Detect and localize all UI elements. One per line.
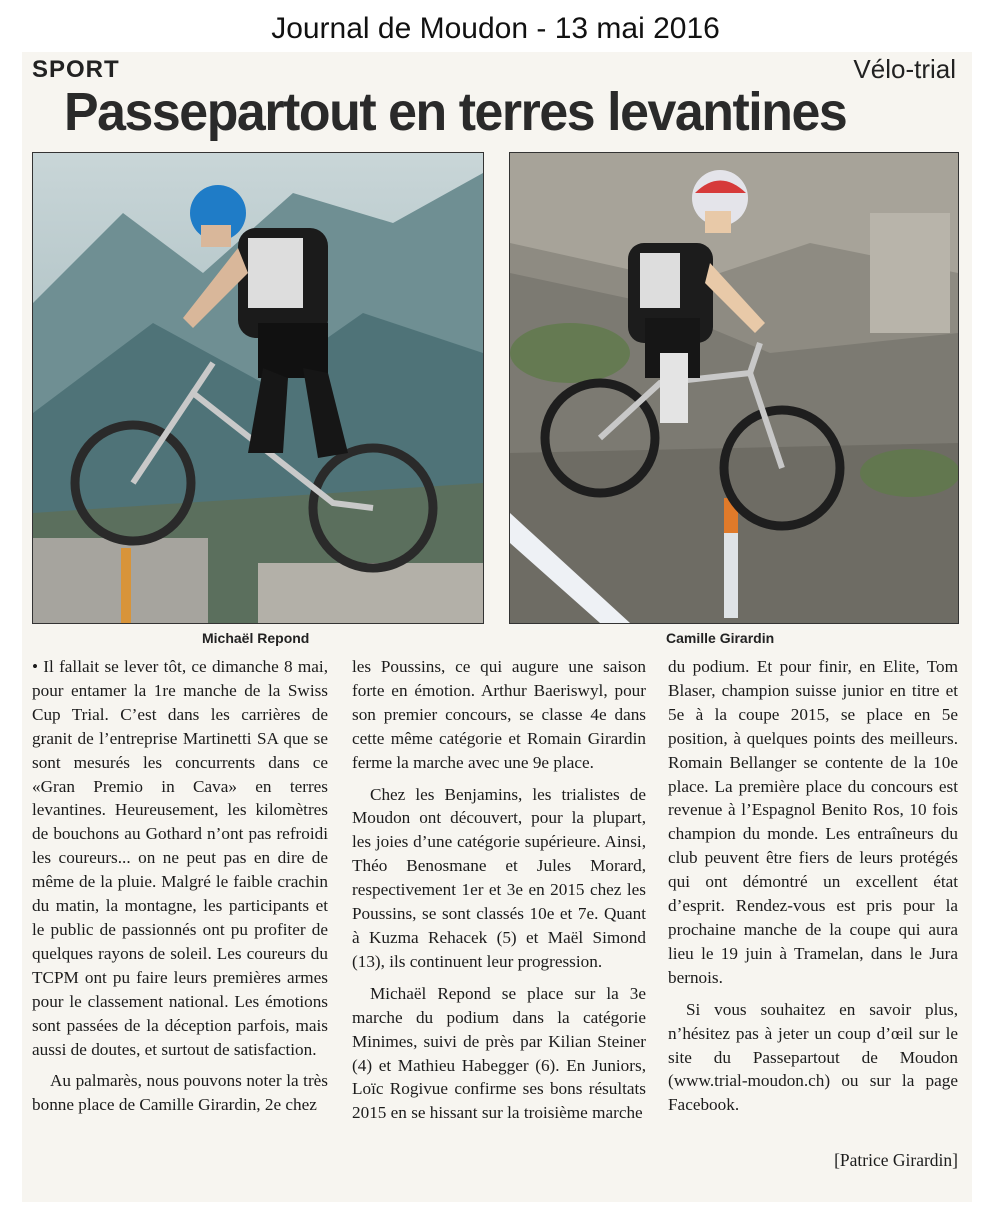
photo-camille-girardin (509, 152, 959, 624)
article-paragraph: du podium. Et pour finir, en Elite, Tom Blaser, champion suisse junior en titre et 5e à la coupe 2015, se place en 5e position, à quelques points des meilleurs. Romain Bellanger se contente de la 10e place. La première place du concours est revenue à l’Espagnol Benito Ros, 10 fois champion du monde. Les entraîneurs du club peuvent être fiers de leurs protégés qui ont démontré un excellent état d’esprit. Rendez-vous est pris pour la prochaine manche de la coupe qui aura lieu le 19 juin à Tramelan, dans le Jura bernois. (668, 657, 958, 987)
rubric: SPORT (32, 56, 120, 83)
headline: Passepartout en terres levantines (64, 82, 847, 142)
author-signature: [Patrice Girardin] (834, 1150, 958, 1170)
article-paragraph: les Poussins, ce qui augure une saison forte en émotion. Arthur Baeriswyl, pour son premier concours, se classe 4e dans cette même catégorie et Romain Girardin ferme la marche avec une 9e place. (352, 657, 646, 772)
caption-right: Camille Girardin (666, 630, 775, 646)
article-paragraph: Si vous souhaitez en savoir plus, n’hésitez pas à jeter un coup d’œil sur le site du Passepartout de Moudon (www.trial-moudon.ch) ou sur la page Facebook. (668, 999, 958, 1115)
photo-michael-repond (32, 152, 484, 624)
article-column-1 (32, 655, 328, 1125)
article-paragraph: Chez les Benjamins, les trialistes de Moudon ont découvert, pour la plupart, les joies d’une catégorie supérieure. Ainsi, Théo Benosmane et Jules Morard, respectivement 1er et 3e en 2015 chez les Poussins, se sont classés 10e et 7e. Quant à Kuzma Rehacek (5) et Maël Simond (13), ils continuent leur progression. (352, 784, 646, 971)
photo-illustration-left (33, 153, 483, 623)
source-line: Journal de Moudon - 13 mai 2016 (271, 12, 720, 45)
photo-illustration-right (510, 153, 958, 623)
article-column-2 (352, 655, 646, 1133)
article-paragraph: Michaël Repond se place sur la 3e marche du podium dans la catégorie Minimes, suivi de près par Kilian Steiner (4) et Mathieu Habegger (6). En Juniors, Loïc Rogivue confirme ses bons résultats 2015 en se hissant sur la troisième marche (352, 983, 646, 1123)
newspaper-clipping (22, 52, 972, 1202)
category-label: Vélo-trial (853, 54, 956, 84)
article-paragraph: • Il fallait se lever tôt, ce dimanche 8 mai, pour entamer la 1re manche de la Swiss Cup Trial. C’est dans les carrières de granit de l’entreprise Martinetti SA que se sont mesurés les concurrents dans ce «Gran Premio in Cava» en terres levantines. Heureusement, les kilomètres de bouchons au Gothard n’ont pas refroidi les coureurs... on ne peut pas en dire de même de la pluie. Malgré le faible crachin du matin, la montagne, les participants et le public de passionnés ont pu profiter de quelques rayons de soleil. Les coureurs du TCPM ont pu faire leurs premières armes pour le classement national. Les émotions sont passées de la déception parfois, mais aussi de doutes, et surtout de satisfaction. (32, 657, 328, 1059)
article-column-3 (668, 655, 958, 1125)
caption-left: Michaël Repond (202, 630, 310, 646)
article-paragraph: Au palmarès, nous pouvons noter la très bonne place de Camille Girardin, 2e chez (32, 1071, 328, 1115)
